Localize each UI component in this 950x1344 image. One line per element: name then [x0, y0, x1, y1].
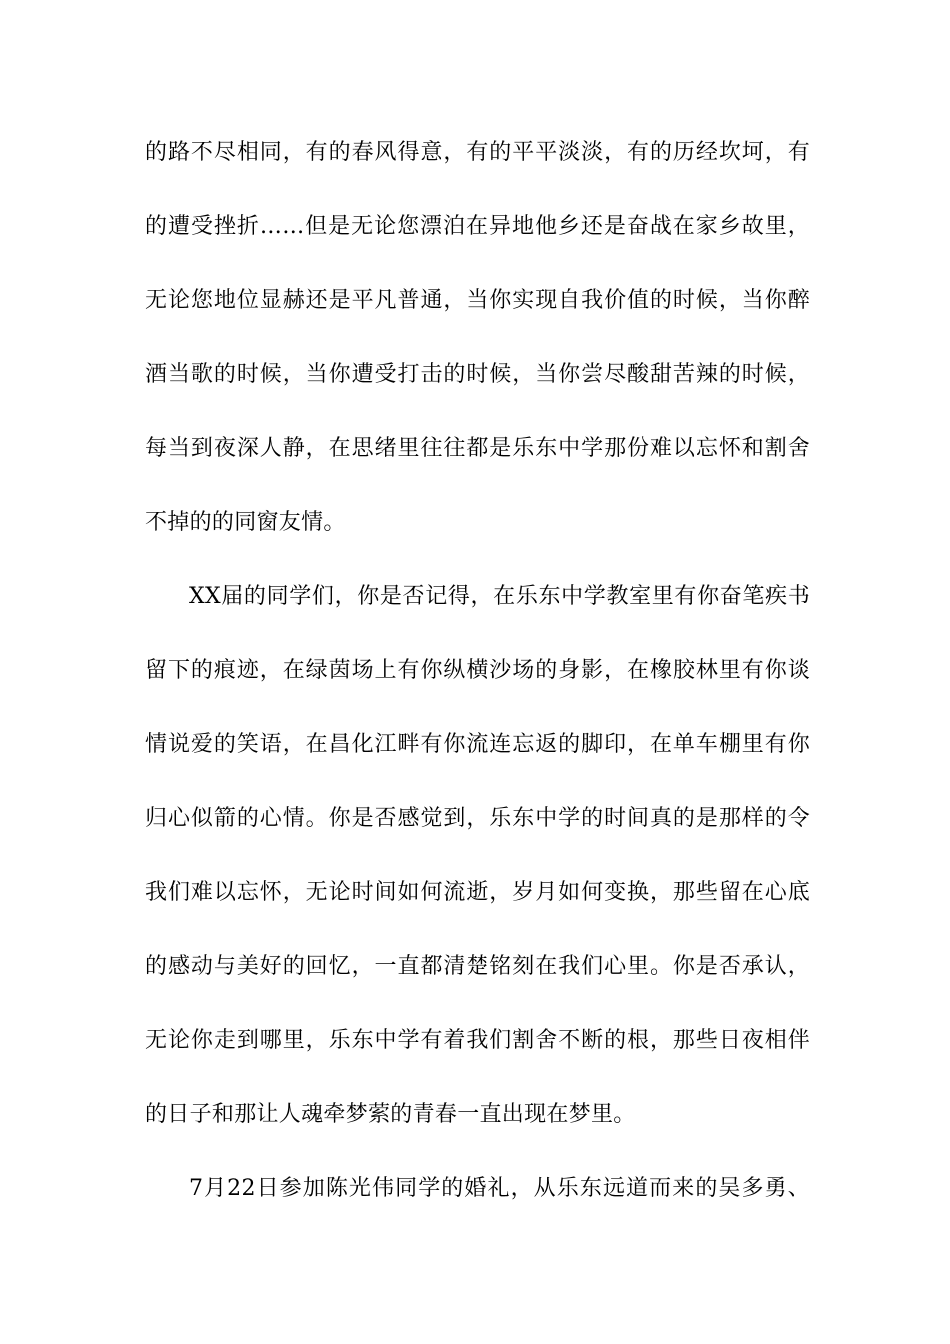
text-line-10: 归心似箭的心情。你是否感觉到，乐东中学的时间真的是那样的令 — [145, 806, 810, 831]
text-line-14: 的日子和那让人魂牵梦萦的青春一直出现在梦里。 — [145, 1102, 636, 1127]
text-line-11: 我们难以忘怀，无论时间如何流逝，岁月如何变换，那些留在心底 — [145, 880, 810, 905]
text-line-12: 的感动与美好的回忆，一直都清楚铭刻在我们心里。你是否承认， — [145, 954, 810, 979]
text-line-3: 无论您地位显赫还是平凡普通，当你实现自我价值的时候，当你醉 — [145, 288, 810, 313]
text-line-4: 酒当歌的时候，当你遭受打击的时候，当你尝尽酸甜苦辣的时候， — [145, 362, 810, 387]
text-line-2: 的遭受挫折……但是无论您漂泊在异地他乡还是奋战在家乡故里， — [145, 214, 810, 239]
text-line-7: XX届的同学们，你是否记得，在乐东中学教室里有你奋笔疾书 — [189, 584, 810, 609]
text-line-6: 不掉的的同窗友情。 — [145, 510, 346, 535]
text-line-13: 无论你走到哪里，乐东中学有着我们割舍不断的根，那些日夜相伴 — [145, 1028, 810, 1053]
body-text — [145, 130, 810, 1240]
text-line-9: 情说爱的笑语，在昌化江畔有你流连忘返的脚印，在单车棚里有你 — [145, 732, 810, 757]
text-line-1: 的路不尽相同，有的春风得意，有的平平淡淡，有的历经坎坷，有 — [145, 140, 810, 165]
text-line-15: 7月22日参加陈光伟同学的婚礼，从乐东远道而来的吴多勇、 — [189, 1176, 810, 1201]
text-line-5: 每当到夜深人静，在思绪里往往都是乐东中学那份难以忘怀和割舍 — [145, 436, 810, 461]
text-line-8: 留下的痕迹，在绿茵场上有你纵横沙场的身影，在橡胶林里有你谈 — [145, 658, 810, 683]
